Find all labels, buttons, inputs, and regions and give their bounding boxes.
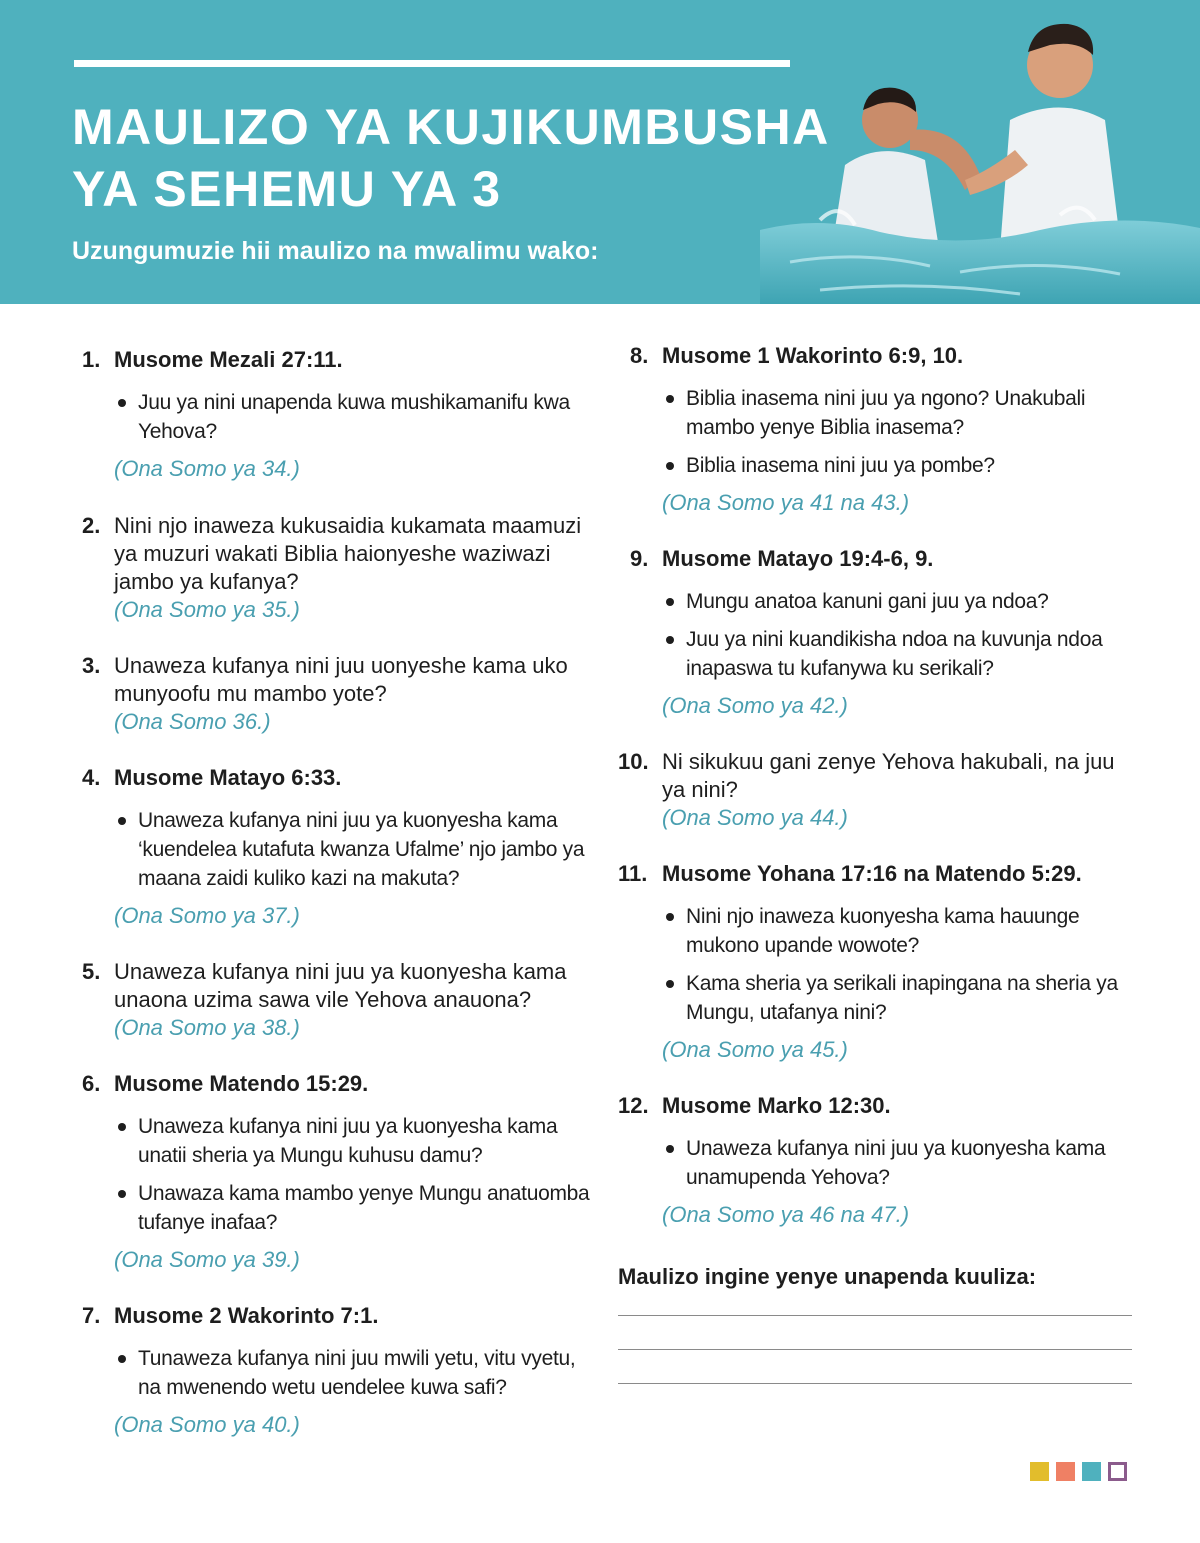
question-number: 2.: [82, 513, 101, 538]
question-5: [82, 958, 602, 1042]
question-number: 10.: [618, 749, 649, 774]
title-line-1: MAULIZO YA KUJIKUMBUSHA: [72, 99, 830, 155]
write-line-3[interactable]: [618, 1383, 1132, 1384]
question-title: Musome 2 Wakorinto 7:1.: [114, 1303, 379, 1328]
title-line-2: YA SEHEMU YA 3: [72, 161, 502, 217]
purple-outline-square: [1108, 1462, 1127, 1481]
coral-square: [1056, 1462, 1075, 1481]
write-line-1[interactable]: [618, 1315, 1132, 1316]
bullet-icon: [666, 598, 674, 606]
questions-right-column: [618, 342, 1138, 1384]
other-questions-label: Maulizo ingine yenye unapenda kuuliza:: [618, 1264, 1037, 1289]
bullet-text: Juu ya nini unapenda kuwa mushikamanifu kwa Yehova?: [138, 391, 570, 443]
lesson-reference: (Ona Somo ya 35.): [114, 597, 300, 622]
lesson-reference: (Ona Somo ya 42.): [662, 693, 848, 718]
question-number: 3.: [82, 653, 101, 678]
question-10: [618, 748, 1138, 832]
question-text: Nini njo inaweza kukusaidia kukamata maamuzi ya muzuri wakati Biblia haionyeshe waziwazi jambo ya kufanya?: [114, 513, 582, 594]
bullet-text: Biblia inasema nini juu ya pombe?: [686, 454, 995, 477]
bullet-item: [118, 806, 602, 893]
bullet-icon: [118, 1355, 126, 1363]
bullet-icon: [118, 1190, 126, 1198]
question-number: 9.: [630, 546, 649, 571]
bullet-list: [630, 384, 1138, 480]
question-number: 6.: [82, 1071, 101, 1096]
bullet-list: [82, 1344, 602, 1402]
bullet-text: Biblia inasema nini juu ya ngono? Unakubali mambo yenye Biblia inasema?: [686, 387, 1086, 439]
bullet-text: Unaweza kufanya nini juu ya kuonyesha kama unatii sheria ya Mungu kuhusu damu?: [138, 1115, 558, 1167]
bullet-list: [82, 1112, 602, 1237]
header-banner: [0, 0, 1200, 304]
question-title: Musome Marko 12:30.: [662, 1093, 891, 1118]
bullet-icon: [666, 395, 674, 403]
question-title: Musome Mezali 27:11.: [114, 347, 343, 372]
lesson-reference: (Ona Somo ya 39.): [114, 1247, 300, 1272]
question-text: Unaweza kufanya nini juu ya kuonyesha kama unaona uzima sawa vile Yehova anauona?: [114, 959, 567, 1012]
bullet-item: [666, 969, 1138, 1027]
question-8: [630, 342, 1138, 517]
lesson-reference: (Ona Somo ya 40.): [114, 1412, 300, 1437]
question-title: Musome 1 Wakorinto 6:9, 10.: [662, 343, 964, 368]
bullet-list: [618, 902, 1138, 1027]
question-text: Ni sikukuu gani zenye Yehova hakubali, na juu ya nini?: [662, 749, 1115, 802]
lesson-reference: (Ona Somo ya 45.): [662, 1037, 848, 1062]
bullet-text: Juu ya nini kuandikisha ndoa na kuvunja ndoa inapaswa tu kufanywa ku serikali?: [686, 628, 1103, 680]
bullet-item: [666, 1134, 1138, 1192]
lesson-reference: (Ona Somo ya 37.): [114, 903, 300, 928]
bullet-icon: [118, 399, 126, 407]
bullet-list: [618, 1134, 1138, 1192]
bullet-icon: [118, 1123, 126, 1131]
lesson-reference: (Ona Somo ya 46 na 47.): [662, 1202, 910, 1227]
question-7: [82, 1302, 602, 1439]
bullet-item: [666, 625, 1138, 683]
bullet-item: [666, 902, 1138, 960]
bullet-item: [118, 1344, 602, 1402]
question-9: [630, 545, 1138, 720]
question-number: 1.: [82, 347, 101, 372]
bullet-item: [666, 451, 1138, 480]
bullet-icon: [666, 1145, 674, 1153]
question-1: [82, 346, 602, 483]
yellow-square: [1030, 1462, 1049, 1481]
bullet-list: [82, 388, 602, 446]
bullet-text: Tunaweza kufanya nini juu mwili yetu, vitu vyetu, na mwenendo wetu uendelee kuwa safi?: [138, 1347, 576, 1399]
bullet-list: [630, 587, 1138, 683]
write-line-2[interactable]: [618, 1349, 1132, 1350]
bullet-item: [118, 1112, 602, 1170]
question-number: 8.: [630, 343, 649, 368]
bullet-text: Unaweza kufanya nini juu ya kuonyesha kama ‘kuendelea kutafuta kwanza Ufalme’ njo jambo ya maana zaidi kuliko kazi na makuta?: [138, 809, 585, 890]
question-number: 11.: [618, 861, 648, 886]
bullet-icon: [666, 636, 674, 644]
question-title: Musome Matayo 19:4-6, 9.: [662, 546, 934, 571]
bullet-item: [118, 1179, 602, 1237]
bullet-text: Kama sheria ya serikali inapingana na sheria ya Mungu, utafanya nini?: [686, 972, 1118, 1024]
question-11: [618, 860, 1138, 1064]
bullet-icon: [666, 913, 674, 921]
question-4: [82, 764, 602, 930]
page-title: [72, 96, 832, 220]
question-title: Musome Matayo 6:33.: [114, 765, 342, 790]
teal-square: [1082, 1462, 1101, 1481]
question-text: Unaweza kufanya nini juu uonyeshe kama uko munyoofu mu mambo yote?: [114, 653, 568, 706]
bullet-text: Unawaza kama mambo yenye Mungu anatuomba tufanye inafaa?: [138, 1182, 590, 1234]
bullet-item: [118, 388, 602, 446]
bullet-item: [666, 384, 1138, 442]
bullet-text: Unaweza kufanya nini juu ya kuonyesha kama unamupenda Yehova?: [686, 1137, 1106, 1189]
other-questions-section: [618, 1263, 1138, 1384]
bullet-list: [82, 806, 602, 893]
lesson-reference: (Ona Somo ya 38.): [114, 1015, 300, 1040]
lesson-reference: (Ona Somo 36.): [114, 709, 271, 734]
bullet-text: Nini njo inaweza kuonyesha kama hauunge mukono upande wowote?: [686, 905, 1080, 957]
question-6: [82, 1070, 602, 1274]
question-number: 12.: [618, 1093, 649, 1118]
question-3: [82, 652, 602, 736]
lesson-reference: (Ona Somo ya 44.): [662, 805, 848, 830]
question-number: 7.: [82, 1303, 101, 1328]
questions-left-column: [82, 342, 602, 1439]
question-number: 5.: [82, 959, 101, 984]
lesson-reference: (Ona Somo ya 34.): [114, 456, 300, 481]
question-title: Musome Matendo 15:29.: [114, 1071, 369, 1096]
baptism-illustration: [760, 0, 1200, 304]
bullet-icon: [666, 462, 674, 470]
question-number: 4.: [82, 765, 101, 790]
page-subtitle: Uzungumuzie hii maulizo na mwalimu wako:: [72, 237, 599, 265]
question-title: Musome Yohana 17:16 na Matendo 5:29.: [662, 861, 1082, 886]
bullet-text: Mungu anatoa kanuni gani juu ya ndoa?: [686, 590, 1049, 613]
bullet-icon: [118, 817, 126, 825]
bullet-item: [666, 587, 1138, 616]
color-squares: [1030, 1462, 1127, 1481]
bullet-icon: [666, 980, 674, 988]
question-2: [82, 512, 602, 624]
header-rule: [74, 60, 790, 67]
lesson-reference: (Ona Somo ya 41 na 43.): [662, 490, 910, 515]
question-12: [618, 1092, 1138, 1229]
